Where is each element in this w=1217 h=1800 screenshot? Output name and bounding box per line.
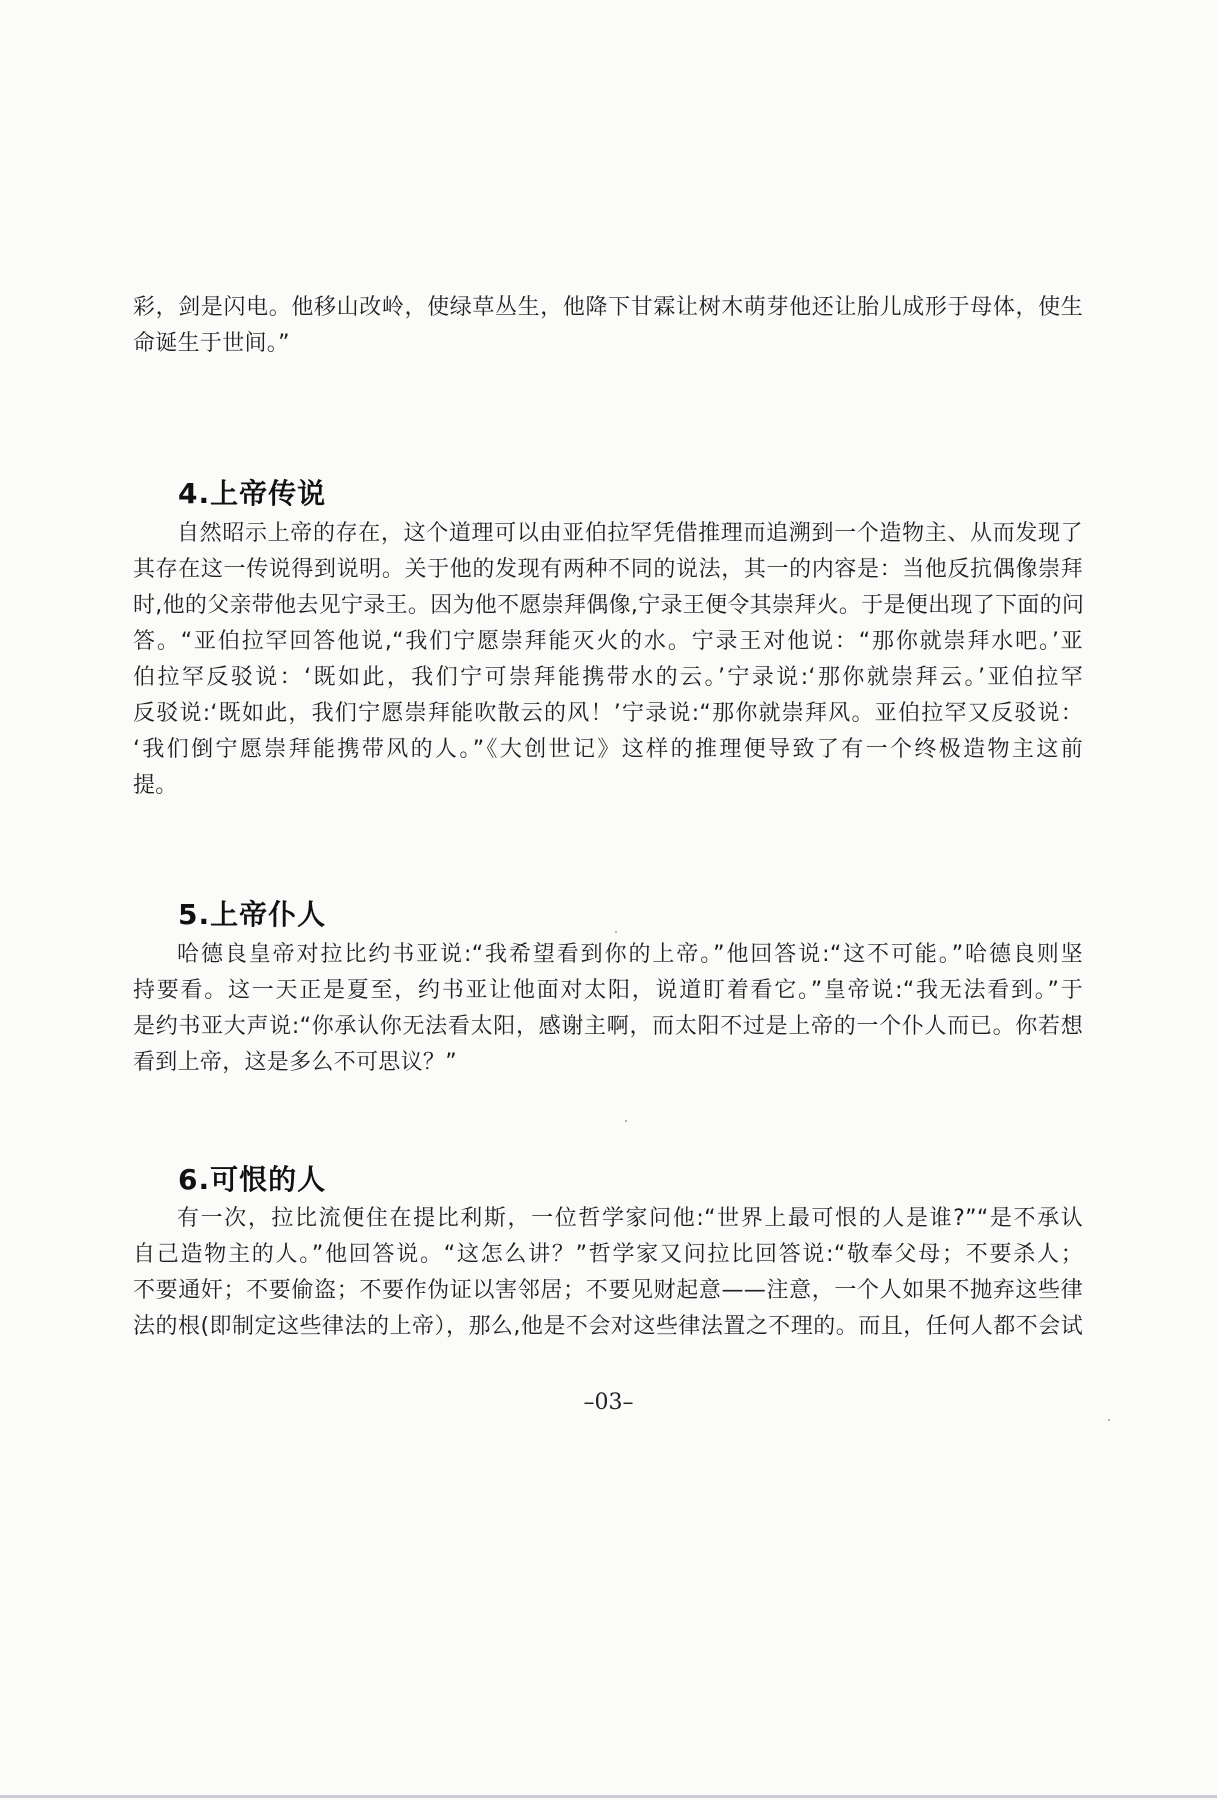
section-paragraph xyxy=(133,1201,1083,1345)
section-paragraph xyxy=(133,516,1083,804)
scan-speck xyxy=(625,1120,627,1122)
paragraph-line: 是约书亚大声说:“你承认你无法看太阳，感谢主啊，而太阳不过是上帝的一个仆人而已。你若想 xyxy=(133,1014,1083,1039)
scan-speck xyxy=(1108,1419,1110,1421)
paragraph-line: 伯拉罕反驳说：‘既如此，我们宁可崇拜能携带水的云。’宁录说:‘那你就崇拜云。’亚伯拉罕 xyxy=(133,665,1083,690)
paragraph-line: 反驳说:‘既如此，我们宁愿崇拜能吹散云的风！’宁录说:“那你就崇拜风。亚伯拉罕又反驳说： xyxy=(133,701,1083,726)
paragraph-line: 有一次，拉比流便住在提比利斯，一位哲学家问他:“世界上最可恨的人是谁?”“是不承认 xyxy=(177,1206,1083,1231)
scan-speck xyxy=(615,931,617,933)
paragraph-line: 提。 xyxy=(133,773,178,798)
paragraph-line: ‘我们倒宁愿崇拜能携带风的人。”《大创世记》这样的推理便导致了有一个终极造物主这前 xyxy=(133,737,1083,762)
section-paragraph xyxy=(133,937,1083,1081)
paragraph-line: 持要看。这一天正是夏至，约书亚让他面对太阳，说道盯着看它。”皇帝说:“我无法看到。”于 xyxy=(133,978,1083,1003)
paragraph-line: 看到上帝，这是多么不可思议？” xyxy=(133,1050,457,1075)
paragraph-line: 哈德良皇帝对拉比约书亚说:“我希望看到你的上帝。”他回答说:“这不可能。”哈德良则坚 xyxy=(177,942,1083,967)
page-number: –03– xyxy=(583,1390,634,1415)
intro-line: 命诞生于世间。” xyxy=(133,331,290,356)
section-heading: 4.上帝传说 xyxy=(178,477,327,510)
paragraph-line: 答。“亚伯拉罕回答他说,“我们宁愿崇拜能灭火的水。宁录王对他说：“那你就崇拜水吧。’亚 xyxy=(133,629,1083,654)
section-heading: 6.可恨的人 xyxy=(178,1163,327,1196)
intro-paragraph xyxy=(133,290,1083,362)
paragraph-line: 自然昭示上帝的存在，这个道理可以由亚伯拉罕凭借推理而追溯到一个造物主、从而发现了 xyxy=(177,521,1083,546)
paragraph-line: 法的根(即制定这些律法的上帝），那么,他是不会对这些律法置之不理的。而且，任何人都不会试 xyxy=(133,1314,1083,1339)
intro-line: 彩，剑是闪电。他移山改岭，使绿草丛生，他降下甘霖让树木萌芽他还让胎儿成形于母体，使生 xyxy=(133,295,1083,320)
scan-bottom-edge xyxy=(0,1795,1217,1798)
paragraph-line: 不要通奸；不要偷盗；不要作伪证以害邻居；不要见财起意——注意，一个人如果不抛弃这些律 xyxy=(133,1278,1083,1303)
paragraph-line: 时,他的父亲带他去见宁录王。因为他不愿崇拜偶像,宁录王便令其崇拜火。于是便出现了下面的问 xyxy=(133,593,1085,618)
paragraph-line: 自己造物主的人。”他回答说。“这怎么讲？”哲学家又问拉比回答说:“敬奉父母；不要杀人； xyxy=(133,1242,1083,1267)
section-heading: 5.上帝仆人 xyxy=(178,898,327,931)
paragraph-line: 其存在这一传说得到说明。关于他的发现有两种不同的说法，其一的内容是：当他反抗偶像崇拜 xyxy=(133,557,1083,582)
